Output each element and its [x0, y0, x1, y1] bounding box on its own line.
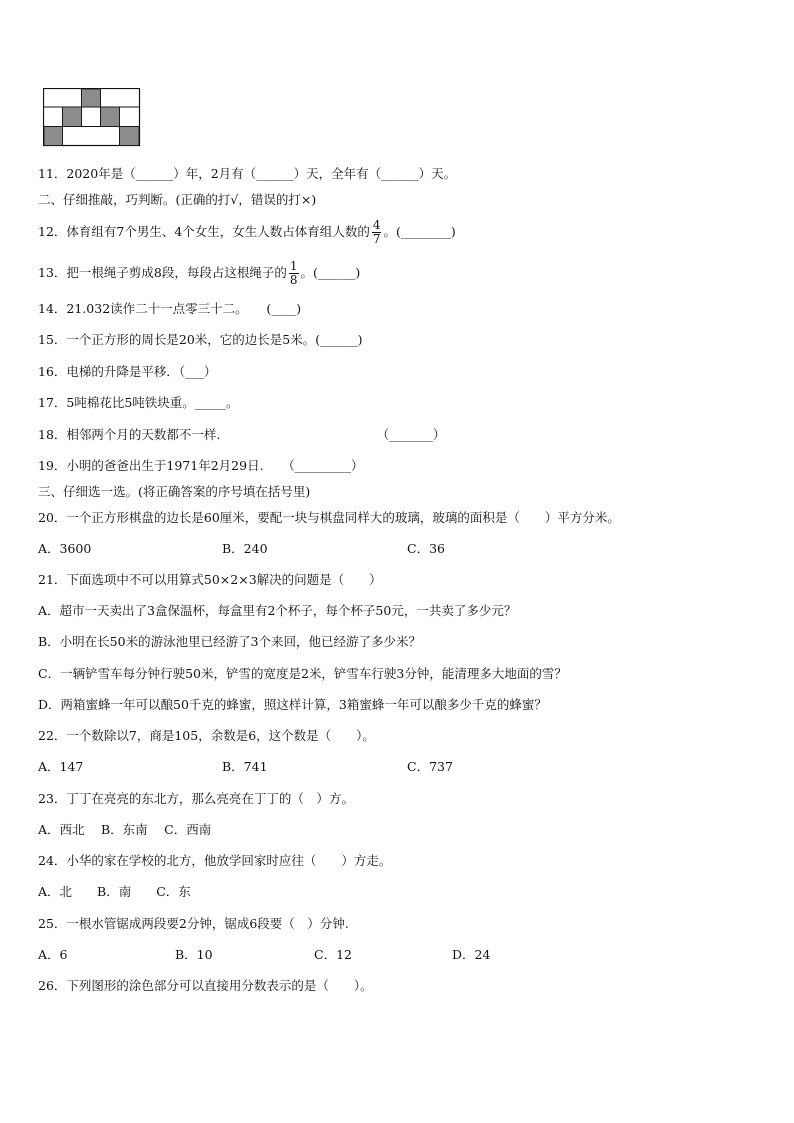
- fraction-denominator: 7: [372, 232, 381, 246]
- shaded-square: [44, 127, 63, 146]
- option-a[interactable]: A．6: [38, 947, 68, 962]
- option-c[interactable]: C．12: [314, 947, 352, 962]
- question-23: 23．丁丁在亮亮的东北方，那么亮亮在丁丁的（ ）方。: [38, 791, 354, 806]
- fraction-4-7: [372, 219, 382, 246]
- question-21-option-c[interactable]: C．一辆铲雪车每分钟行驶50米，铲雪的宽度是2米，铲雪车行驶3分钟，能清理多大地面的雪？: [38, 666, 567, 681]
- question-21-option-a[interactable]: A．超市一天卖出了3盒保温杯，每盒里有2个杯子，每个杯子50元，一共卖了多少元？: [38, 603, 517, 618]
- question-12: [38, 214, 456, 250]
- question-24-options[interactable]: A．北 B．南 C．东: [38, 884, 191, 899]
- question-13-text: 13．把一根绳子剪成8段，每段占这根绳子的: [38, 265, 287, 280]
- question-18: 18．相邻两个月的天数都不一样. （_______）: [38, 427, 446, 442]
- option-a[interactable]: A．3600: [38, 541, 92, 556]
- option-c[interactable]: C．737: [407, 759, 453, 774]
- shaded-squares-figure: [43, 88, 141, 148]
- question-15: 15．一个正方形的周长是20米，它的边长是5米。(______): [38, 332, 363, 347]
- shaded-square: [120, 127, 140, 146]
- question-23-options[interactable]: A．西北 B．东南 C．西南: [38, 822, 212, 837]
- question-13: [38, 255, 360, 291]
- section-2-heading: 二、仔细推敲，巧判断。(正确的打√，错误的打×): [38, 192, 317, 207]
- option-a[interactable]: A．147: [38, 759, 84, 774]
- shaded-square: [101, 107, 120, 127]
- question-11: 11．2020年是（______）年，2月有（______）天，全年有（______）天。: [38, 166, 457, 181]
- question-21: 21．下面选项中不可以用算式50×2×3解决的问题是（ ）: [38, 572, 382, 587]
- question-12-text: 12．体育组有7个男生、4个女生，女生人数占体育组人数的: [38, 224, 370, 239]
- shaded-square: [82, 89, 101, 107]
- option-b[interactable]: B．10: [175, 947, 213, 962]
- fraction-numerator: 1: [289, 259, 298, 273]
- option-b[interactable]: B．741: [222, 759, 268, 774]
- question-21-option-d[interactable]: D．两箱蜜蜂一年可以酿50千克的蜂蜜，照这样计算，3箱蜜蜂一年可以酿多少千克的蜂蜜？: [38, 697, 547, 712]
- option-d[interactable]: D．24: [452, 947, 491, 962]
- question-26: 26．下列图形的涂色部分可以直接用分数表示的是（ ）。: [38, 978, 373, 993]
- fraction-numerator: 4: [372, 218, 381, 232]
- question-14: 14．21.032读作二十一点零三十二。 (____): [38, 301, 302, 316]
- option-b[interactable]: B．240: [222, 541, 268, 556]
- section-3-heading: 三、仔细选一选。(将正确答案的序号填在括号里): [38, 484, 311, 499]
- question-22: 22．一个数除以7，商是105，余数是6，这个数是（ ）。: [38, 728, 375, 743]
- option-c[interactable]: C．36: [407, 541, 445, 556]
- question-16: 16．电梯的升降是平移．（___）: [38, 364, 217, 379]
- shaded-square: [63, 107, 82, 127]
- question-20: 20．一个正方形棋盘的边长是60厘米，要配一块与棋盘同样大的玻璃，玻璃的面积是（ ）平方分米。: [38, 510, 620, 525]
- question-17: 17．5吨棉花比5吨铁块重。_____。: [38, 395, 239, 410]
- fraction-denominator: 8: [289, 273, 298, 287]
- question-13-answer-blank: 。(______): [300, 265, 361, 280]
- question-12-answer-blank: 。(________): [383, 224, 456, 239]
- fraction-1-8: [289, 260, 299, 287]
- question-19: 19．小明的爸爸出生于1971年2月29日. （_________）: [38, 458, 364, 473]
- question-21-option-b[interactable]: B．小明在长50米的游泳池里已经游了3个来回，他已经游了多少米？: [38, 634, 422, 649]
- question-25: 25．一根水管锯成两段要2分钟，锯成6段要（ ）分钟.: [38, 916, 349, 931]
- question-24: 24．小华的家在学校的北方，他放学回家时应往（ ）方走。: [38, 853, 392, 868]
